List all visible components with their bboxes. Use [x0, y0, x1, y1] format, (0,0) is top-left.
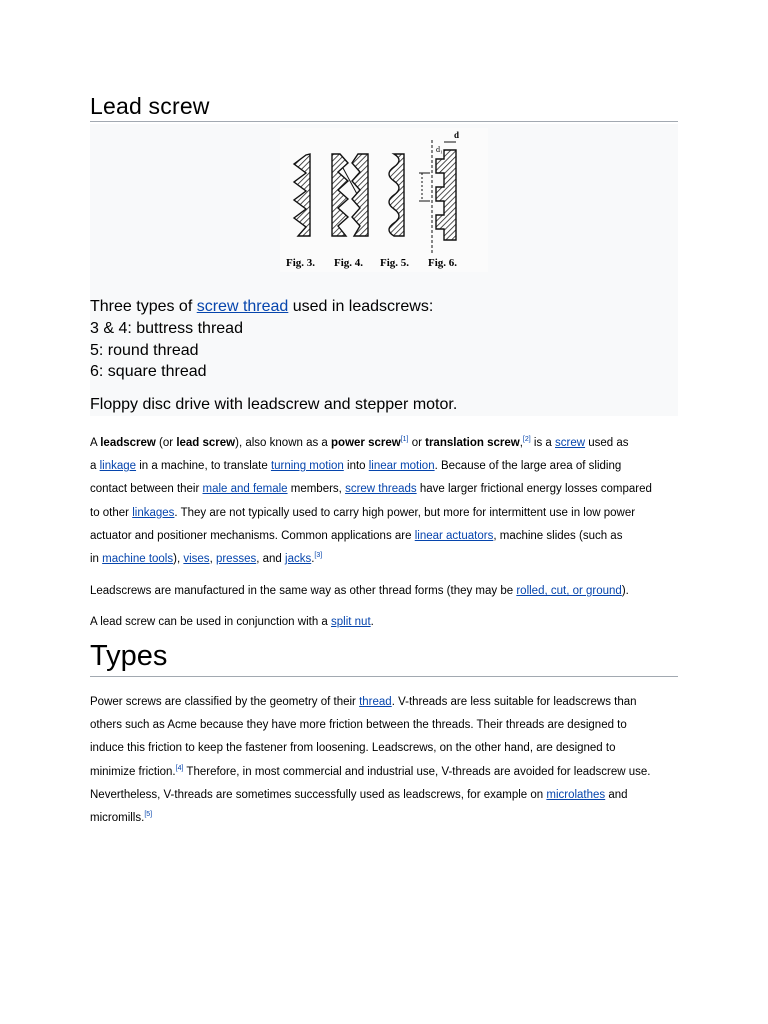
term-translation-screw: translation screw: [425, 437, 520, 449]
page-title: Lead screw: [90, 93, 210, 119]
fig5-label: Fig. 5.: [380, 257, 410, 269]
fig3-label: Fig. 3.: [286, 257, 316, 269]
figure-caption: [90, 296, 433, 383]
male-and-female-link[interactable]: male and female: [202, 483, 288, 496]
floppy-caption: Floppy disc drive with leadscrew and stepper motor.: [90, 396, 458, 413]
term-lead-screw: lead screw: [176, 437, 236, 449]
fig5-round-thread-drawing: [389, 154, 404, 236]
title-divider: [90, 121, 678, 122]
fig3-buttress-thread-drawing: [294, 154, 310, 236]
vises-link[interactable]: vises: [183, 553, 210, 566]
figure-box: [90, 124, 678, 416]
caption-text: used in leadscrews:: [288, 298, 434, 315]
screw-thread-figure[interactable]: [280, 128, 488, 272]
split-nut-link[interactable]: split nut: [331, 616, 371, 628]
reference-1[interactable]: [1]: [400, 436, 409, 443]
microlathes-link[interactable]: microlathes: [546, 788, 606, 801]
split-nut-paragraph: A lead screw can be used in conjunction with a split nut.: [90, 616, 374, 628]
reference-2[interactable]: [2]: [522, 436, 531, 443]
screw-link[interactable]: screw: [555, 437, 586, 449]
dim-d1-label: d₁: [436, 145, 443, 154]
fig6-square-thread-drawing: [419, 130, 459, 254]
jacks-link[interactable]: jacks: [285, 553, 312, 566]
linear-motion-link[interactable]: linear motion: [368, 460, 435, 473]
presses-link[interactable]: presses: [215, 553, 257, 566]
reference-4[interactable]: [4]: [175, 764, 184, 772]
fig4-label: Fig. 4.: [334, 257, 364, 269]
reference-5[interactable]: [5]: [144, 811, 153, 819]
linkages-link[interactable]: linkages: [132, 506, 175, 519]
caption-line: 5: round thread: [90, 341, 199, 359]
dim-d-label: d: [454, 130, 460, 140]
types-paragraph: Power screws are classified by the geometry of their thread. V-threads are less suitable for leadscrews than others such as Acme because they have more friction between the threads. Their threads are designed to induce this friction to keep the fastener from loosening. Leadscrews, on the other hand, are designed to minimize friction.[4] Therefore, in most commercial and industrial use, V-threads are avoided for leadscrew use. Nevertheless, V-threads are sometimes successfully used as leadscrews, for example on microlathes and micromills.[5]: [90, 696, 651, 825]
intro-paragraph: A leadscrew (or lead screw), also known as a power screw[1] or translation screw,[2] is a screw used as a linkage in a machine, to translate turning motion into linear motion. Because of the large area of sliding contact between their male and female members, screw threads have larger frictional energy losses compared to other linkages. They are not typically used to carry high power, but more for intermittent use in low power actuator and positioner mechanisms. Common applications are linear actuators, machine slides (such as in machine tools), vises, presses, and jacks.[3]: [90, 436, 652, 566]
types-heading: Types: [90, 640, 168, 672]
caption-line: 6: square thread: [90, 363, 207, 381]
reference-3[interactable]: [3]: [314, 552, 323, 560]
fig4-buttress-thread-drawing: [332, 154, 368, 236]
thread-types-image: [280, 128, 488, 272]
term-leadscrew: leadscrew: [100, 437, 156, 449]
screw-threads-link[interactable]: screw threads: [345, 483, 417, 496]
screw-thread-link[interactable]: screw thread: [196, 298, 289, 315]
term-power-screw: power screw: [331, 437, 401, 449]
turning-motion-link[interactable]: turning motion: [270, 460, 344, 473]
caption-line: 3 & 4: buttress thread: [90, 319, 243, 337]
fig6-label: Fig. 6.: [428, 257, 458, 269]
machine-tools-link[interactable]: machine tools: [102, 553, 174, 566]
linear-actuators-link[interactable]: linear actuators: [414, 529, 494, 542]
linkage-link[interactable]: linkage: [99, 460, 137, 473]
types-divider: [90, 676, 678, 677]
rolled-cut-ground-link[interactable]: rolled, cut, or ground: [516, 585, 622, 597]
thread-link[interactable]: thread: [359, 696, 392, 708]
manufacturing-paragraph: Leadscrews are manufactured in the same way as other thread forms (they may be rolled, cut, or ground).: [90, 585, 629, 597]
caption-text: Three types of: [90, 298, 197, 315]
